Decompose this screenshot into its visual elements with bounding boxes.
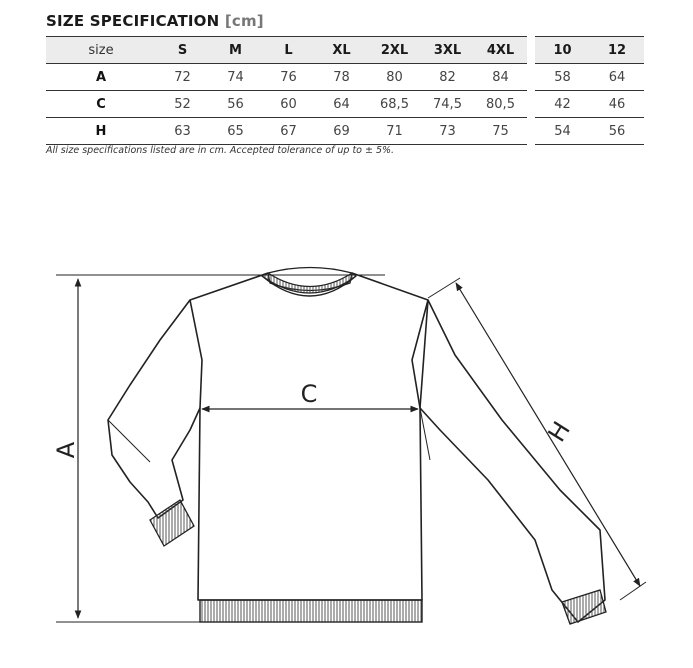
- header-size-12: 12: [590, 37, 644, 64]
- label-c: C: [300, 380, 318, 408]
- table-cell: 84: [474, 64, 527, 91]
- collar: [262, 268, 356, 297]
- table-cell: 76: [262, 64, 315, 91]
- measure-h: [428, 278, 646, 600]
- table-cell: 74: [209, 64, 262, 91]
- title-text: SIZE SPECIFICATION: [46, 12, 220, 30]
- table-cell: 75: [474, 118, 527, 145]
- table-cell: 46: [590, 91, 644, 118]
- table-cell: 60: [262, 91, 315, 118]
- header-size-3xl: 3XL: [421, 37, 474, 64]
- table-cell: 67: [262, 118, 315, 145]
- header-size-4xl: 4XL: [474, 37, 527, 64]
- table-cell: 42: [535, 91, 590, 118]
- table-cell: 64: [315, 91, 368, 118]
- header-size-2xl: 2XL: [368, 37, 421, 64]
- table-cell: 80,5: [474, 91, 527, 118]
- waistband: [200, 600, 422, 622]
- label-a: A: [52, 441, 80, 459]
- table-cell: 69: [315, 118, 368, 145]
- sweatshirt-outline: [108, 273, 605, 622]
- label-h: H: [542, 416, 576, 447]
- table-cell: 54: [535, 118, 590, 145]
- table-cell: 56: [590, 118, 644, 145]
- title-unit: [cm]: [224, 12, 264, 30]
- cuff-left: [150, 500, 194, 546]
- measure-a: [56, 275, 385, 622]
- table-cell: 71: [368, 118, 421, 145]
- row-label: H: [46, 118, 156, 145]
- table-cell: 68,5: [368, 91, 421, 118]
- table-cell: 74,5: [421, 91, 474, 118]
- table-cell: 64: [590, 64, 644, 91]
- table-cell: 82: [421, 64, 474, 91]
- tolerance-note: All size specifications listed are in cm. Accepted tolerance of up to ± 5%.: [46, 145, 395, 156]
- header-size-s: S: [156, 37, 209, 64]
- table-cell: 73: [421, 118, 474, 145]
- table-cell: 58: [535, 64, 590, 91]
- row-label: C: [46, 91, 156, 118]
- table-cell: 72: [156, 64, 209, 91]
- header-size-l: L: [262, 37, 315, 64]
- header-size-xl: XL: [315, 37, 368, 64]
- header-size-label: size: [46, 37, 156, 64]
- header-size-m: M: [209, 37, 262, 64]
- table-cell: 56: [209, 91, 262, 118]
- table-cell: 78: [315, 64, 368, 91]
- table-cell: 52: [156, 91, 209, 118]
- header-size-10: 10: [535, 37, 590, 64]
- row-label: A: [46, 64, 156, 91]
- cuff-right: [562, 590, 606, 624]
- table-cell: 65: [209, 118, 262, 145]
- table-cell: 63: [156, 118, 209, 145]
- table-cell: 80: [368, 64, 421, 91]
